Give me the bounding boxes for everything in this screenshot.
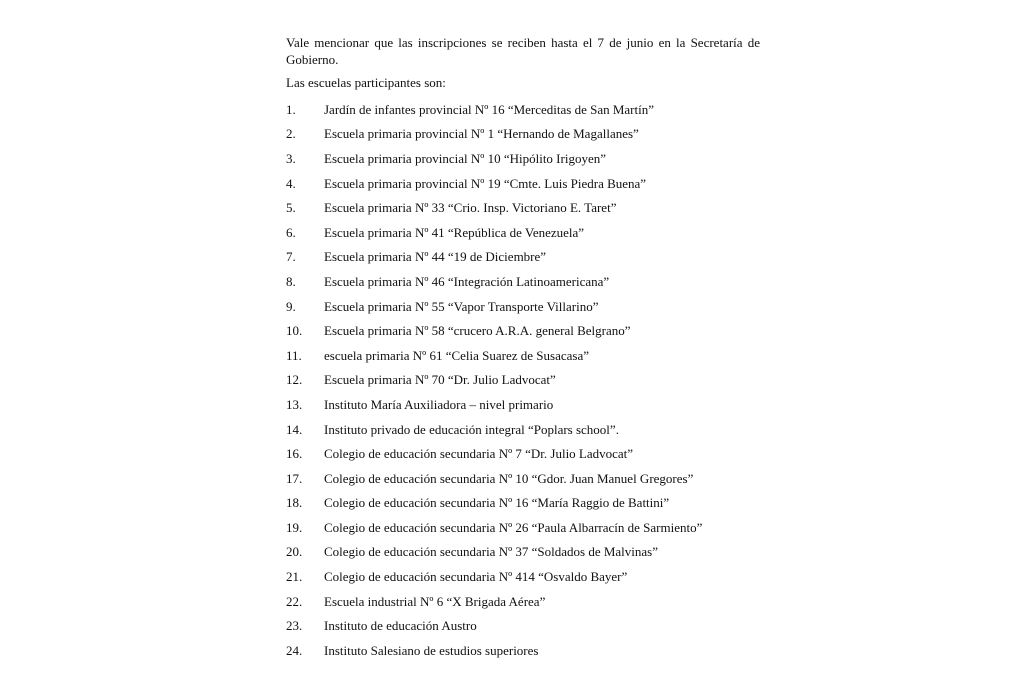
list-item: [286, 146, 766, 171]
list-item-number: 18.: [286, 495, 303, 511]
list-item: [286, 392, 766, 417]
list-item: [286, 515, 766, 540]
list-item-number: 10.: [286, 323, 303, 339]
list-item-text: Escuela primaria Nº 55 “Vapor Transporte Villarino”: [324, 298, 599, 314]
list-item: [286, 441, 766, 466]
list-item: [286, 171, 766, 196]
list-item-number: 14.: [286, 421, 303, 437]
list-item: [286, 589, 766, 614]
list-item-text: Colegio de educación secundaria Nº 16 “María Raggio de Battini”: [324, 495, 670, 511]
list-item-text: Colegio de educación secundaria Nº 7 “Dr. Julio Ladvocat”: [324, 446, 634, 462]
list-item: [286, 466, 766, 491]
list-item-number: 8.: [286, 273, 296, 289]
list-item: [286, 195, 766, 220]
list-item-number: 5.: [286, 200, 296, 216]
list-item-number: 17.: [286, 470, 303, 486]
list-item: [286, 417, 766, 442]
list-item: [286, 122, 766, 147]
list-item: [286, 269, 766, 294]
list-item: [286, 491, 766, 516]
list-item-text: Instituto privado de educación integral “Poplars school”.: [324, 421, 619, 437]
list-item: [286, 368, 766, 393]
list-item: [286, 220, 766, 245]
list-item-text: Escuela primaria Nº 44 “19 de Diciembre”: [324, 249, 547, 265]
list-item: [286, 97, 766, 122]
list-item-text: Jardín de infantes provincial Nº 16 “Merceditas de San Martín”: [324, 101, 655, 117]
school-list: [286, 97, 766, 663]
list-item: [286, 294, 766, 319]
list-item: [286, 638, 766, 663]
list-item-text: Escuela primaria provincial Nº 10 “Hipólito Irigoyen”: [324, 150, 606, 166]
list-item-text: Escuela primaria Nº 46 “Integración Latinoamericana”: [324, 273, 610, 289]
list-item-number: 2.: [286, 126, 296, 142]
list-item-number: 21.: [286, 569, 303, 585]
list-lead: Las escuelas participantes son:: [286, 75, 446, 90]
list-item-text: Escuela primaria Nº 58 “crucero A.R.A. general Belgrano”: [324, 323, 631, 339]
list-item-number: 7.: [286, 249, 296, 265]
list-item-text: Instituto Salesiano de estudios superiores: [324, 642, 539, 658]
list-item-text: Colegio de educación secundaria Nº 414 “Osvaldo Bayer”: [324, 569, 628, 585]
list-item-text: Escuela primaria provincial Nº 19 “Cmte. Luis Piedra Buena”: [324, 175, 647, 191]
list-item-number: 24.: [286, 642, 303, 658]
list-item-number: 11.: [286, 347, 302, 363]
list-item-number: 23.: [286, 618, 303, 634]
list-item-number: 12.: [286, 372, 303, 388]
list-item: [286, 245, 766, 270]
intro-paragraph: Vale mencionar que las inscripciones se reciben hasta el 7 de junio en la Secretaría de Gobierno.: [286, 35, 760, 67]
list-item: [286, 540, 766, 565]
list-item-text: Escuela primaria Nº 41 “República de Venezuela”: [324, 224, 585, 240]
list-item-number: 22.: [286, 593, 303, 609]
list-item-number: 9.: [286, 298, 296, 314]
list-item-number: 16.: [286, 446, 303, 462]
list-item-text: Escuela primaria provincial Nº 1 “Hernando de Magallanes”: [324, 126, 639, 142]
list-item: [286, 343, 766, 368]
list-item-number: 19.: [286, 519, 303, 535]
list-item-number: 20.: [286, 544, 303, 560]
list-item-text: Escuela primaria Nº 70 “Dr. Julio Ladvocat”: [324, 372, 556, 388]
list-item-text: escuela primaria Nº 61 “Celia Suarez de Susacasa”: [324, 347, 589, 363]
list-item-text: Colegio de educación secundaria Nº 10 “Gdor. Juan Manuel Gregores”: [324, 470, 694, 486]
list-item-number: 1.: [286, 101, 296, 117]
list-item-text: Colegio de educación secundaria Nº 26 “Paula Albarracín de Sarmiento”: [324, 519, 703, 535]
list-item: [286, 564, 766, 589]
list-item-text: Escuela primaria Nº 33 “Crio. Insp. Victoriano E. Taret”: [324, 200, 617, 216]
list-item-number: 3.: [286, 150, 296, 166]
list-item-number: 6.: [286, 224, 296, 240]
list-item-text: Instituto de educación Austro: [324, 618, 477, 634]
list-item-text: Escuela industrial Nº 6 “X Brigada Aérea”: [324, 593, 546, 609]
list-item-text: Instituto María Auxiliadora – nivel primario: [324, 396, 554, 412]
list-item-number: 4.: [286, 175, 296, 191]
list-item: [286, 318, 766, 343]
list-item: [286, 613, 766, 638]
list-item-number: 13.: [286, 396, 303, 412]
list-item-text: Colegio de educación secundaria Nº 37 “Soldados de Malvinas”: [324, 544, 658, 560]
